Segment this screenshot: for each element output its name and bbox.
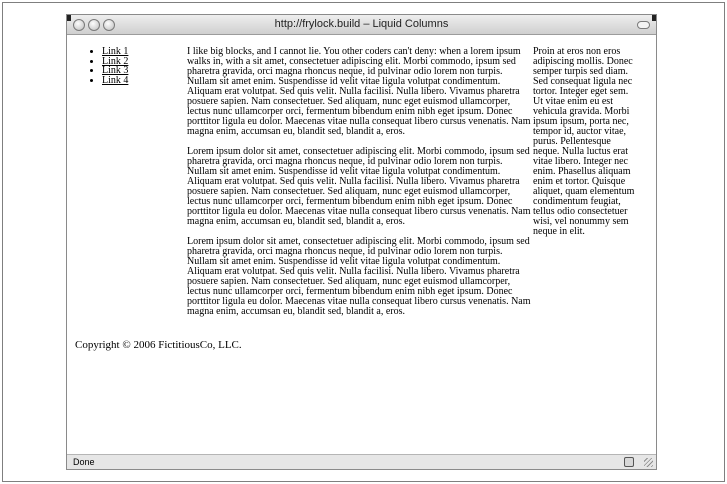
main-paragraph: Lorem ipsum dolor sit amet, consectetuer adipiscing elit. Morbi commodo, ipsum sed pharetra gravida, orci magna rhoncus neque, id pulvinar odio lorem non turpis. Nullam sit amet enim. Suspendisse id velit vitae ligula volutpat condimentum. Aliquam erat volutpat. Sed quis velit. Nulla facilisi. Nulla libero. Vivamus pharetra posuere sapien. Nam consectetuer. Sed aliquam, nunc eget euismod ullamcorper, lectus nunc ullamcorper orci, fermentum bibendum enim nibh eget ipsum. Donec porttitor ligula eu dolor. Maecenas vitae nulla consequat libero cursus venenatis. Nam magna enim, accumsan eu, blandit sed, blandit a, eros.: [187, 236, 531, 317]
status-bar: [67, 454, 656, 469]
window-corner: [652, 15, 656, 21]
nav-link-4[interactable]: Link 4: [102, 74, 129, 86]
nav-link-2[interactable]: Link 2: [102, 55, 129, 67]
window-title: http://frylock.build – Liquid Columns: [274, 18, 449, 30]
main-paragraph: Lorem ipsum dolor sit amet, consectetuer adipiscing elit. Morbi commodo, ipsum sed pharetra gravida, orci magna rhoncus neque, id pulvinar odio lorem non turpis. Nullam sit amet enim. Suspendisse id velit vitae ligula volutpat condimentum. Aliquam erat volutpat. Sed quis velit. Nulla facilisi. Nulla libero. Vivamus pharetra posuere sapien. Nam consectetuer. Sed aliquam, nunc eget euismod ullamcorper, lectus nunc ullamcorper orci, fermentum bibendum enim nibh eget ipsum. Donec porttitor ligula eu dolor. Maecenas vitae nulla consequat libero cursus venenatis. Nam magna enim, accumsan eu, blandit sed, blandit a, eros.: [187, 146, 531, 227]
copyright-footer: Copyright © 2006 FictitiousCo, LLC.: [75, 339, 242, 351]
side-column: Proin at eros non eros adipiscing mollis. Donec semper turpis sed diam. Sed consequat ligula nec tortor. Integer eget sem. Ut vitae enim eu est vehicula gravida. Morbi ipsum ipsum, porta nec, tempor id, auctor vitae, purus. Pellentesque neque. Nulla luctus erat vitae libero. Integer nec enim. Phasellus aliquam enim et tortor. Quisque aliquet, quam elementum condimentum feugiat, tellus odio consectetuer wisi, vel nonummy sem neque in elit.: [533, 46, 635, 237]
security-lock-icon[interactable]: [624, 457, 634, 467]
nav-item: [102, 76, 179, 86]
main-column: [187, 47, 532, 327]
page-content: [67, 36, 656, 454]
toolbar-toggle-button[interactable]: [637, 21, 650, 29]
resize-grip-icon[interactable]: [644, 458, 653, 467]
nav-list: [89, 47, 179, 85]
main-paragraph: I like big blocks, and I cannot lie. You other coders can't deny: when a lorem ipsum walks in, with a sit amet, consectetuer adipiscing elit. Morbi commodo, ipsum sed pharetra gravida, orci magna rhoncus neque, id pulvinar odio lorem non turpis. Nullam sit amet enim. Suspendisse id velit vitae ligula volutpat condimentum. Aliquam erat volutpat. Sed quis velit. Nulla facilisi. Nulla libero. Vivamus pharetra posuere sapien. Nam consectetuer. Sed aliquam, nunc eget euismod ullamcorper, lectus nunc ullamcorper orci, fermentum bibendum enim nibh eget ipsum. Donec porttitor ligula eu dolor. Maecenas vitae nulla consequat libero cursus venenatis. Nam magna enim, accumsan eu, blandit sed, blandit a, eros.: [187, 46, 531, 137]
title-bar[interactable]: [67, 15, 656, 35]
browser-window: [66, 14, 657, 470]
nav-link-1[interactable]: Link 1: [102, 46, 129, 57]
nav-link-3[interactable]: Link 3: [102, 65, 129, 76]
status-text: Done: [73, 457, 95, 467]
